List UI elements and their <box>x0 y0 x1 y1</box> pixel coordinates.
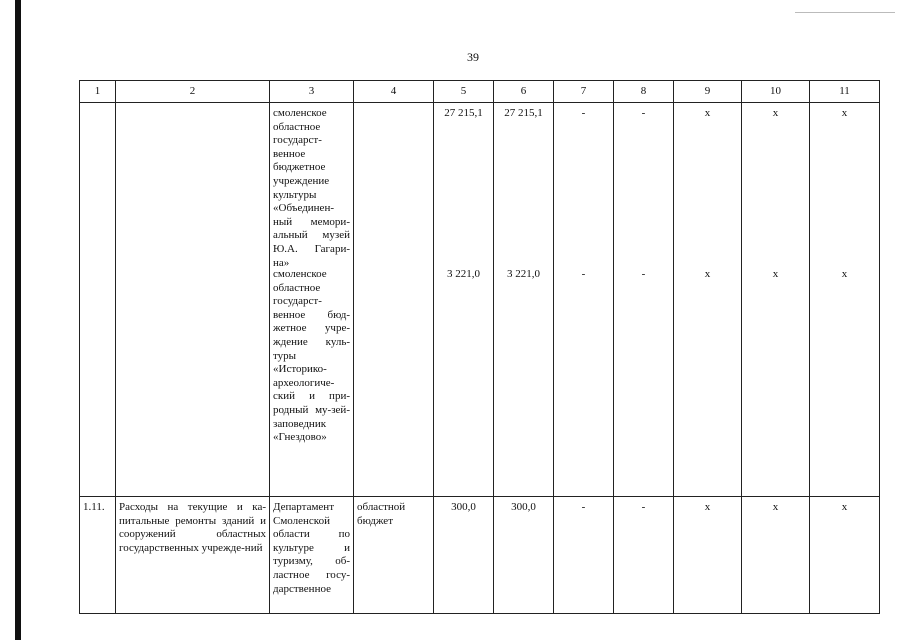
header-cell: 11 <box>810 81 880 103</box>
item-description: Расходы на текущие и ка-питальные ремонты зданий и сооружений областных государственных учрежде-ний <box>116 497 270 614</box>
header-cell: 9 <box>674 81 742 103</box>
value-col7: - <box>581 107 586 119</box>
value-col8: - <box>641 268 646 280</box>
header-cell: 1 <box>80 81 116 103</box>
item-source: областной бюджет <box>354 497 434 614</box>
value-col6: 27 215,1 <box>504 107 543 119</box>
value-col5: 27 215,1 <box>444 107 483 119</box>
value-col8: - <box>641 107 646 119</box>
scan-line <box>795 12 895 13</box>
value-col11: х <box>810 497 880 614</box>
value-col6: 3 221,0 <box>507 268 540 280</box>
item-executor: Департамент Смоленской области по культуре и туризму, об-ластное госу-дарственное <box>270 497 354 614</box>
table-row <box>80 103 880 497</box>
value-col11: х <box>841 107 848 119</box>
value-col8: - <box>614 497 674 614</box>
table-header-row <box>80 81 880 103</box>
page-number: 39 <box>467 50 479 64</box>
value-col6: 300,0 <box>494 497 554 614</box>
value-col9: х <box>704 268 711 280</box>
header-cell: 2 <box>116 81 270 103</box>
institution-name: смоленское областное государст-венное бюд-жетное учре-ждение куль-туры «Историко-археологиче-ский и при-родный му-зей-заповедник «Гнездово» <box>273 268 350 444</box>
value-col10: х <box>772 107 779 119</box>
institution-name: смоленское областное государст-венное бюджетное учреждение культуры «Объединен-ный мемори-альный музей Ю.А. Гагари-на» <box>273 107 350 269</box>
header-cell: 5 <box>434 81 494 103</box>
value-col10: х <box>742 497 810 614</box>
scan-edge-bar <box>15 0 21 640</box>
header-cell: 8 <box>614 81 674 103</box>
value-col7: - <box>554 497 614 614</box>
value-col5: 300,0 <box>434 497 494 614</box>
institution-cell <box>270 103 354 497</box>
header-cell: 10 <box>742 81 810 103</box>
header-cell: 7 <box>554 81 614 103</box>
value-col9: х <box>704 107 711 119</box>
table-row <box>80 497 880 614</box>
header-cell: 6 <box>494 81 554 103</box>
value-col11: х <box>841 268 848 280</box>
header-cell: 4 <box>354 81 434 103</box>
header-cell: 3 <box>270 81 354 103</box>
value-col10: х <box>772 268 779 280</box>
value-col7: - <box>581 268 586 280</box>
value-col9: х <box>674 497 742 614</box>
budget-table <box>79 80 880 614</box>
value-col5: 3 221,0 <box>447 268 480 280</box>
item-number: 1.11. <box>80 497 116 614</box>
